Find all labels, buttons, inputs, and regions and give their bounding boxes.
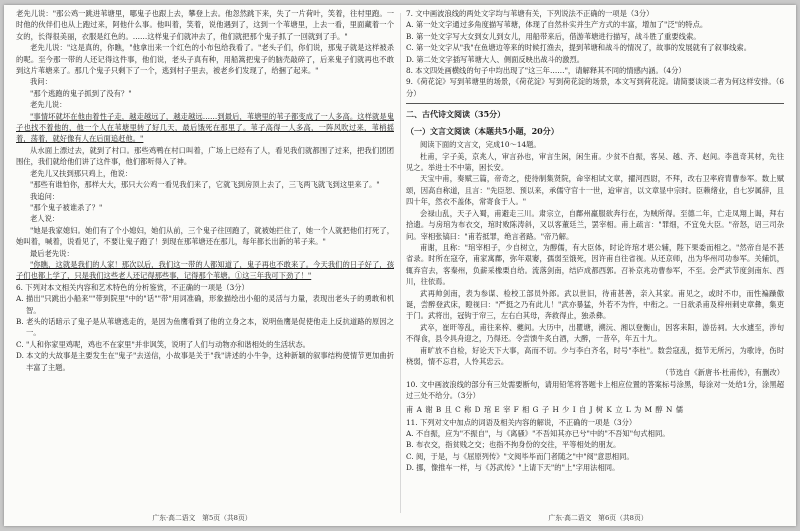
section-rule [406, 103, 784, 104]
story-paragraph: 从水面上漂过去，就到了村口。那些鸡鸭在村口叫着，广场上已经有了人，看见我们就都围了过来，把我们团团围住，我们就给他们讲了这件事，他们都听得入了神。 [16, 145, 394, 167]
story-paragraph: 老先儿说："这是真的，你瞧，"他拿出来一个红色的小布包给我看了。"老头子们，你们说，那鬼子就是这样被杀的呢。至今那一带的人还记得这件事，他们说，老头子真有种，用船篙把鬼子的脑壳敲碎了，后来鬼子们就再也不敢到这片苇塘来了。那几个鬼子只剩下了一个，逃到村子里去，被老乡们发现了，给捆了起来。" [16, 43, 394, 76]
passage-source: （节选自《新唐书·杜甫传》，有删改） [661, 368, 784, 378]
classical-passage-paragraph: 武卒，崔旰等乱，甫往来梓、夔间。大历中，出瞿塘，溯沅、湘以登衡山，因客耒阳，游岳祠。大水遽至，涉旬不得食，县令具舟迎之，乃得还。令尝馈牛炙白酒，大醉，一昔卒，年五十九。 [406, 322, 784, 344]
answer-option: C. 第一处文字从"我"在鱼塘边等来的时候打渔去，提到苇塘和战斗的情况了，故事的发展就有了叙事线索。 [406, 43, 752, 53]
answer-option: D. 第二处文字插写苇塘大人、侧面反映出战斗的激烈。 [406, 54, 585, 64]
answer-option: C. "人和你家里鸡呢，鸡也不在家里"并非讽笑，说明了人们与动物亦和谐相处的生活状态。 [16, 339, 310, 349]
story-paragraph: 老先儿说： [30, 100, 67, 110]
section-title: 二、古代诗文阅读（35分） [406, 109, 506, 120]
question-stem: 10. 文中画波浪线的部分有三处需要断句，请用铅笔将答题卡上相应位置的答案标号涂黑，每涂对一处给1分，涂黑超过三处不给分。（3分） [406, 379, 784, 401]
story-paragraph: "那个鬼子被谁杀了？" [30, 202, 103, 212]
question-stem: 7. 文中画波浪线的两处文字均与苇塘有关，下列说法不正确的一项是（3分） [406, 9, 654, 18]
question-stem: 6. 下列对本文相关内容和艺术特色的分析鉴赏，不正确的一项是（3分） [16, 282, 249, 292]
question-stem: 9.《荷花淀》写到苇塘里的场景，《荷花淀》写到荷花淀的场景，本文写到荷花淀。请简要谈谈二者为何这样安排。（6分） [406, 77, 784, 98]
reading-instruction: 阅读下面的文言文，完成10～14题。 [420, 140, 541, 150]
story-paragraph: 最后老先说： [30, 248, 74, 258]
answer-option: C. 阅，于是，与《屈原列传》"文阅毕毕而门者随之"中"阅"意思相同。 [406, 451, 634, 461]
story-paragraph: "事情坏就坏在他由着性子走，越走越远了，越走越远……到最后，苇塘里的苇子都变成了一人多高。这样就是鬼子也找不着他的，他一个人在苇塘里转了好几天，最后饿死在那里了。苇子高得一人多高，一阵风吹过来，苇梢摇着，荡着，就好像有人在后面追赶他。" [16, 111, 394, 144]
classical-passage-paragraph: 会禄山乱，天子入蜀，甫避走三川。肃宗立，自鄜州羸服欲奔行在，为贼所得。至德二年，亡走凤翔上谒，拜右拾遗。与房琯为布衣交，琯时败陈涛斜，又以客董廷兰，罢宰相。甫上疏言："罪细，不宜免大臣。"帝怒，诏三司杂问。宰相张镐曰："甫若抵罪，绝言者路。"帝乃解。 [406, 208, 784, 241]
answer-option: B. 布衣交，指贫贱之交；也指不拘身份的交往，平等相处的朋友。 [406, 440, 621, 450]
classical-passage-paragraph: 甫谢，且称："琯宰相子，少自树立，为醇儒，有大臣体，时论许琯才堪公辅，陛下果委而相之。"然帝自是不甚省录。时所在寇夺，甫家寓鄜，弥年艰窭，孺弱至饿死，因许甫自往省视。从还京师，出为华州司功参军。关辅饥，辄弃官去，客秦州，负薪采橡栗自给。流落剑南，结庐成都西郭。召补京兆功曹参军，不至。会严武节度剑南东、西川，往依焉。 [406, 242, 784, 287]
classical-passage-paragraph: 甫旷放不自检，好论天下大事，高而不切。少与李白齐名，时号"李杜"。数尝寇乱，挺节无所污，为歌诗，伤时桡弱，情不忘君，人怜其忠云。 [406, 345, 784, 366]
page-divider [400, 13, 401, 513]
story-paragraph: 我追问： [30, 191, 60, 201]
classical-passage-paragraph: 武再帅剑南，表为参谋、检校工部员外郎。武以世旧，待甫甚善，亲入其家。甫见之，或时不巾，而性褊躁傲诞，尝醉登武床，瞪视曰："严挺之乃有此儿！"武亦暴猛，外若不为忤，中衔之。一日欲杀甫及梓州刺史章彝，集吏于门。武将出，冠钩于帘三，左右白其母，奔救得止，独杀彝。 [406, 288, 784, 321]
classical-passage-paragraph: 天宝中甫，奏赋三篇，帝奇之，使待制集贤院，命宰相试文章，擢河西尉，不拜，改右卫率府胄曹参军。数上赋颂，因高自称道，且言："先臣恕、预以来，承儒守官十一世，迨审言，以文章显中宗时。臣赖绪业，自七岁属辞，且四十年，然衣不盖体，常寄食于人。" [406, 174, 784, 207]
story-paragraph: 我问： [30, 77, 52, 87]
answer-option: A. 描出"只跳出小船来""带到院里"中的"话""带"用词准确，形象描绘出小船的灵活与力量，表现出老头子的勇敢和机智。 [16, 294, 394, 315]
story-paragraph: "你瞧，这就是我们的人家！那次以后，我们这一带的人都知道了，鬼子再也不敢来了。今天我们的日子好了，孩子们也都上学了，只是我们这些老人还记得那些事，记得那个苇塘。①这三年我可下劲了！" [16, 259, 394, 281]
question-stem: 8. 本文四处画横线的句子中均出现了"这三年……"，请解释其不同的情感内涵。（4分） [406, 66, 686, 76]
story-paragraph: "那个逃跑的鬼子抓到了没有？" [30, 88, 132, 98]
story-paragraph: "她是我家媳妇。她们有了个小媳妇，她们从前，三个鬼子往回跑了，就被她拦住了，她一个人就把他们打死了，她叫着，喊着，说看见了，不要让鬼子跑了！到现在那苇塘还在那儿，每年都长出新的苇子来。" [16, 225, 394, 247]
story-paragraph: "那些有谁怕你，那样大大，那只大公鸡一看见我们来了，它就飞到房顶上去了，三飞两飞就飞到这里来了。" [30, 180, 380, 190]
answer-option: B. 第一处文字写大女到女儿到女儿，用船带来后，借游苇塘进行描写，战斗胜了重要线索。 [406, 31, 701, 41]
left-footer: 广东·高二语文 第5页（共8页） [152, 514, 252, 522]
story-paragraph: 老先儿说："那公鸡一跳进苇塘里，哪鬼子也跟上去，攀登上去。他忽然跳下来，失了一片荷叶，笑着，往村里跑。一时他的伙伴们也从上跑过来，阿他什么事。他叫着，笑着，说他遇到了，这到一个苇塘里，上去一看，里面藏着一个女的，长得很美丽，衣服是红色的。……这样鬼子们就冲去了，他们就把那个鬼子抓了一回就到了手。" [16, 9, 394, 41]
left-page [16, 8, 394, 513]
answer-option: B. 老头的话暗示了鬼子是从苇塘逃走的，是因为鱼鹰看到了他的立身之本，说明鱼鹰是促使他走上反抗道路的原因之一。 [16, 316, 394, 338]
story-paragraph: 老先儿又扶到那只鸡上，他说： [30, 168, 133, 178]
story-paragraph: 老人说： [30, 214, 60, 224]
answer-option: D. 挪，像推车一样，与《苏武传》"上请下天"的"上"字用法相同。 [406, 463, 620, 473]
right-page [406, 8, 784, 513]
answer-option: D. 本文的大故事是主要发生在"鬼子"去送信，小故事是关于"我"讲述的小牛争，这种新颖的叙事结构使情节更加曲折丰富了主题。 [16, 351, 394, 372]
answer-option: A. 不自振，应为"不振自"，与《离骚》"不吾知其亦已兮"中的"不吾知"句式相同。 [406, 429, 670, 438]
exam-sheet [4, 5, 796, 526]
subsection-title: （一）文言文阅读（本题共5小题，20分） [406, 126, 559, 137]
question-stem: 11. 下列对文中加点的词语及相关内容的解说，不正确的一项是（3分） [406, 417, 637, 427]
classical-passage-paragraph: 杜甫，字子美，京兆人，审言孙也，审言生闲，闲生甫。少贫不自振，客吴、越、齐、赵间。李邕奇其材，先往见之。举进士不中第，困长安。 [406, 151, 784, 173]
punctuation-grid: 甫 A 谢 B 且 C 称 D 琯 E 宰 F 相 G 子 H 少 I 自 J 树 K 立 L 为 M 醇 N 儒 [406, 404, 684, 414]
answer-option: A. 第一处文字通过多角度描写苇塘，体现了自然朴实并生产方式的丰富，增加了"泛"的特点。 [406, 20, 708, 30]
right-footer: 广东·高二语文 第6页（共8页） [548, 514, 648, 522]
